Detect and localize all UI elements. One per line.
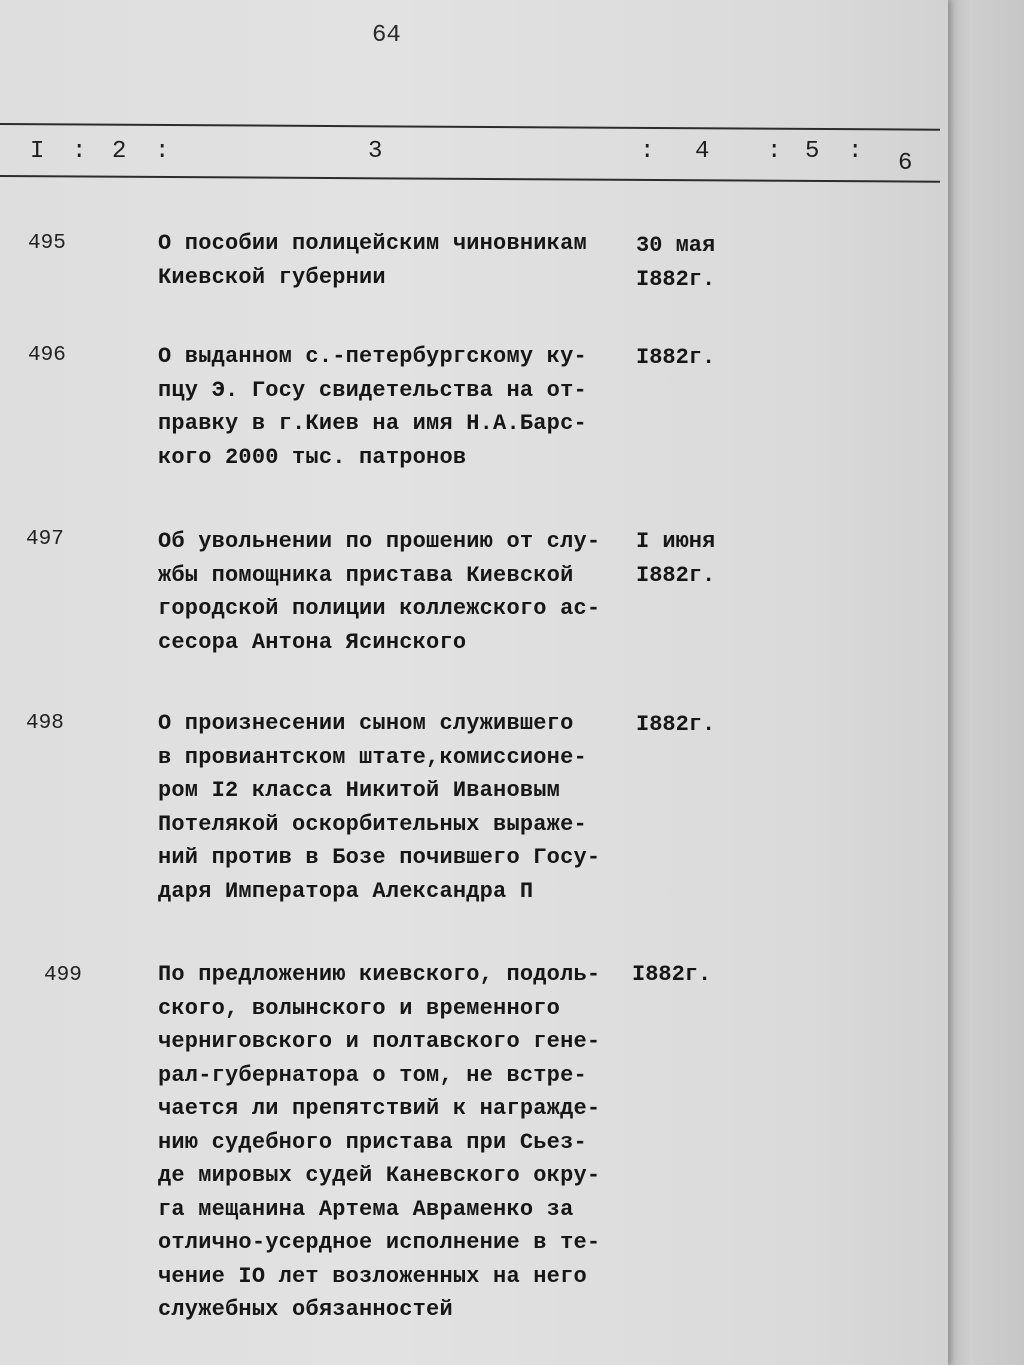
text-line: даря Императора Александра П — [158, 878, 534, 904]
text-line: отлично-усердное исполнение в те- — [158, 1230, 601, 1255]
text-line: кого 2000 тыс. патронов — [158, 444, 467, 470]
text-line: По предложению киевского, подоль- — [158, 962, 601, 987]
text-line: ром I2 класса Никитой Ивановым — [158, 778, 561, 803]
text-line: чение IO лет возложенных на него — [158, 1263, 587, 1289]
column-separator: : — [155, 138, 170, 165]
entry-date — [636, 341, 715, 375]
text-line: нию судебного пристава при Сьез- — [158, 1129, 587, 1155]
text-line: служебных обязанностей — [158, 1297, 453, 1322]
date-line: I882г. — [636, 345, 716, 370]
date-line: I882г. — [636, 266, 716, 292]
table-header-bottom-rule — [0, 175, 940, 183]
entry-date — [632, 958, 711, 992]
entry-date — [636, 708, 715, 742]
entry-description — [158, 707, 628, 908]
entry-number: 497 — [26, 528, 64, 551]
column-separator: : — [72, 138, 87, 165]
entry-date — [636, 229, 715, 296]
column-header-1: I — [30, 138, 45, 165]
entry-number: 498 — [26, 712, 64, 735]
column-header-6: 6 — [898, 150, 913, 177]
entry-date — [636, 525, 715, 592]
underlying-page-edge — [948, 0, 1024, 1365]
entry-description — [158, 525, 628, 659]
text-line: чается ли препятствий к награжде- — [158, 1096, 601, 1121]
entry-number: 496 — [28, 344, 66, 367]
text-line: черниговского и полтавского гене- — [158, 1029, 601, 1054]
text-line: рал-губернатора о том, не встре- — [158, 1062, 587, 1088]
entry-number: 495 — [28, 232, 66, 255]
text-line: городской полиции коллежского ас- — [158, 596, 601, 621]
text-line: ний против в Бозе почившего Госу- — [158, 845, 601, 870]
date-line: I882г. — [632, 962, 712, 987]
text-line: Об увольнении по прошению от слу- — [158, 529, 601, 554]
column-header-3: 3 — [368, 138, 383, 165]
date-line: I882г. — [636, 562, 716, 588]
entry-description — [158, 340, 628, 474]
column-separator: : — [640, 138, 655, 165]
text-line: О пособии полицейским чиновникам — [158, 231, 587, 256]
text-line: Потелякой оскорбительных выраже- — [158, 811, 587, 837]
date-line: 30 мая — [636, 233, 716, 258]
text-line: жбы помощника пристава Киевской — [158, 562, 574, 588]
text-line: ского, волынского и временного — [158, 995, 561, 1021]
column-separator: : — [767, 138, 782, 165]
column-separator: : — [848, 138, 863, 165]
entry-number: 499 — [44, 964, 82, 987]
column-header-4: 4 — [695, 138, 710, 165]
text-line: правку в г.Киев на имя Н.А.Барс- — [158, 411, 587, 436]
text-line: Киевской губернии — [158, 264, 386, 290]
column-header-5: 5 — [805, 138, 820, 165]
date-line: I882г. — [636, 712, 716, 737]
text-line: де мировых судей Каневского окру- — [158, 1163, 601, 1188]
text-line: в провиантском штате,комиссионе- — [158, 744, 587, 770]
text-line: О произнесении сыном служившего — [158, 711, 574, 736]
text-line: сесора Антона Ясинского — [158, 629, 467, 655]
entry-description — [158, 227, 628, 294]
text-line: пцу Э. Госу свидетельства на от- — [158, 377, 587, 403]
date-line: I июня — [636, 529, 716, 554]
page-number: 64 — [372, 22, 401, 49]
table-header-top-rule — [0, 123, 940, 131]
text-line: О выданном с.-петербургскому ку- — [158, 344, 587, 369]
text-line: га мещанина Артема Авраменко за — [158, 1196, 574, 1222]
entry-description — [158, 958, 628, 1327]
column-header-2: 2 — [112, 138, 127, 165]
